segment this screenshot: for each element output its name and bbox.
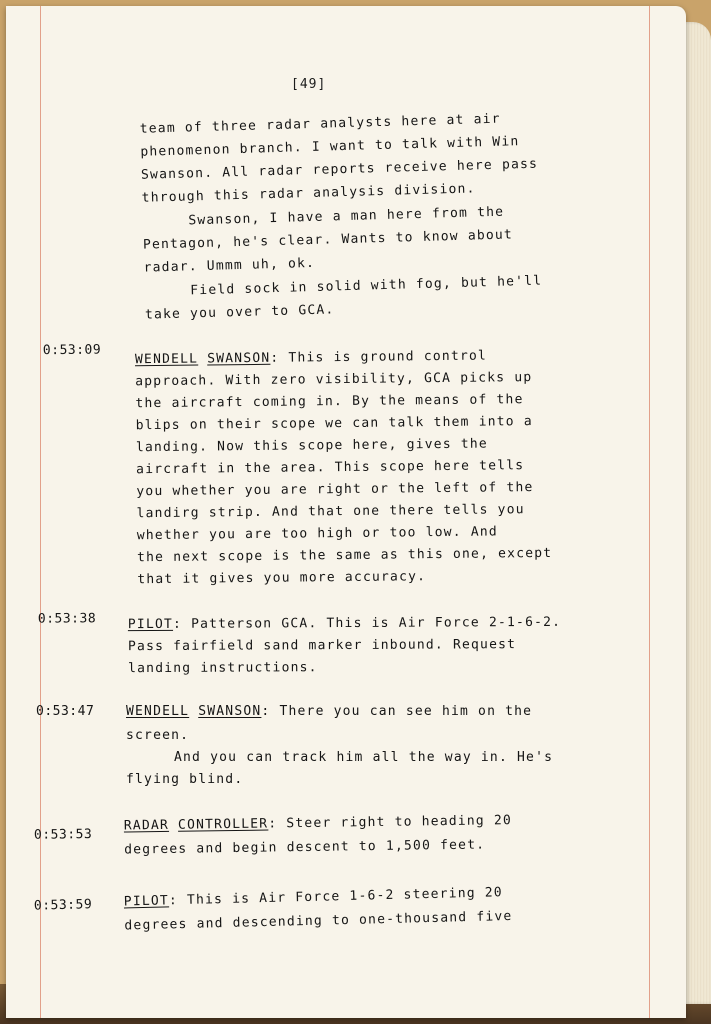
entry-text: : There you can see him on the — [261, 704, 533, 719]
text-line: Field sock in solid with fog, but he'll — [190, 273, 543, 299]
entry-text: : This is Air Force 1-6-2 steering 20 — [168, 885, 504, 909]
timestamp: 0:53:59 — [33, 897, 93, 914]
speaker-name: RADAR — [123, 817, 170, 834]
timestamp: 0:53:38 — [37, 611, 97, 627]
speaker-name: SWANSON — [198, 704, 262, 719]
text-line: aircraft in the area. This scope here tells — [136, 458, 525, 478]
text-line: you whether you are right or the left of the — [136, 480, 534, 500]
text-line: take you over to GCA. — [144, 302, 335, 323]
page-number: [49] — [291, 77, 327, 92]
text-line: landing. Now this scope here, gives the — [135, 436, 489, 456]
speaker-name: WENDELL — [126, 704, 190, 719]
timestamp: 0:53:47 — [36, 704, 95, 719]
speaker-name: PILOT — [127, 616, 174, 633]
text-line: blips on their scope we can talk them into a — [135, 414, 533, 434]
entry-text: : This is ground control — [270, 348, 488, 366]
text-line: landirg strip. And that one there tells you — [136, 502, 525, 522]
text-line: through this radar analysis division. — [141, 181, 476, 206]
text-line: Swanson, I have a man here from the — [188, 204, 505, 229]
text-line: the next scope is the same as this one, except — [136, 545, 553, 566]
text-line: that it gives you more accuracy. — [137, 569, 427, 588]
text-line: radar. Ummm uh, ok. — [143, 255, 316, 276]
entry-first-line — [124, 885, 503, 909]
text-line: phenomenon branch. I want to talk with Win — [140, 134, 520, 160]
text-line: screen. — [126, 728, 190, 743]
speaker-name: WENDELL — [134, 351, 199, 368]
text-line: flying blind. — [126, 772, 244, 787]
speaker-name: CONTROLLER — [177, 816, 269, 833]
text-line: Pentagon, he's clear. Wants to know about — [142, 227, 514, 253]
text-line: Swanson. All radar reports receive here pass — [140, 156, 539, 183]
text-line: degrees and descending to one-thousand five — [124, 908, 513, 934]
text-line: And you can track him all the way in. He's — [174, 750, 554, 765]
entry-text: : Patterson GCA. This is Air Force 2-1-6-2. — [172, 614, 562, 632]
text-line: team of three radar analysts here at air — [139, 111, 501, 137]
text-line: the aircraft coming in. By the means of the — [135, 392, 524, 412]
timestamp: 0:53:53 — [33, 826, 93, 843]
text-line: degrees and begin descent to 1,500 feet. — [124, 837, 486, 858]
text-line: Pass fairfield sand marker inbound. Request — [127, 637, 517, 655]
document-page — [6, 6, 686, 1018]
text-line: landing instructions. — [128, 660, 318, 677]
timestamp: 0:53:09 — [42, 342, 102, 359]
speaker-name: SWANSON — [207, 350, 271, 367]
speaker-name: PILOT — [123, 893, 170, 910]
transcript-entry — [6, 6, 686, 993]
text-line: approach. With zero visibility, GCA picks up — [135, 370, 533, 390]
entry-text: : Steer right to heading 20 — [268, 813, 513, 832]
text-line: whether you are too high or too low. And — [136, 524, 498, 544]
